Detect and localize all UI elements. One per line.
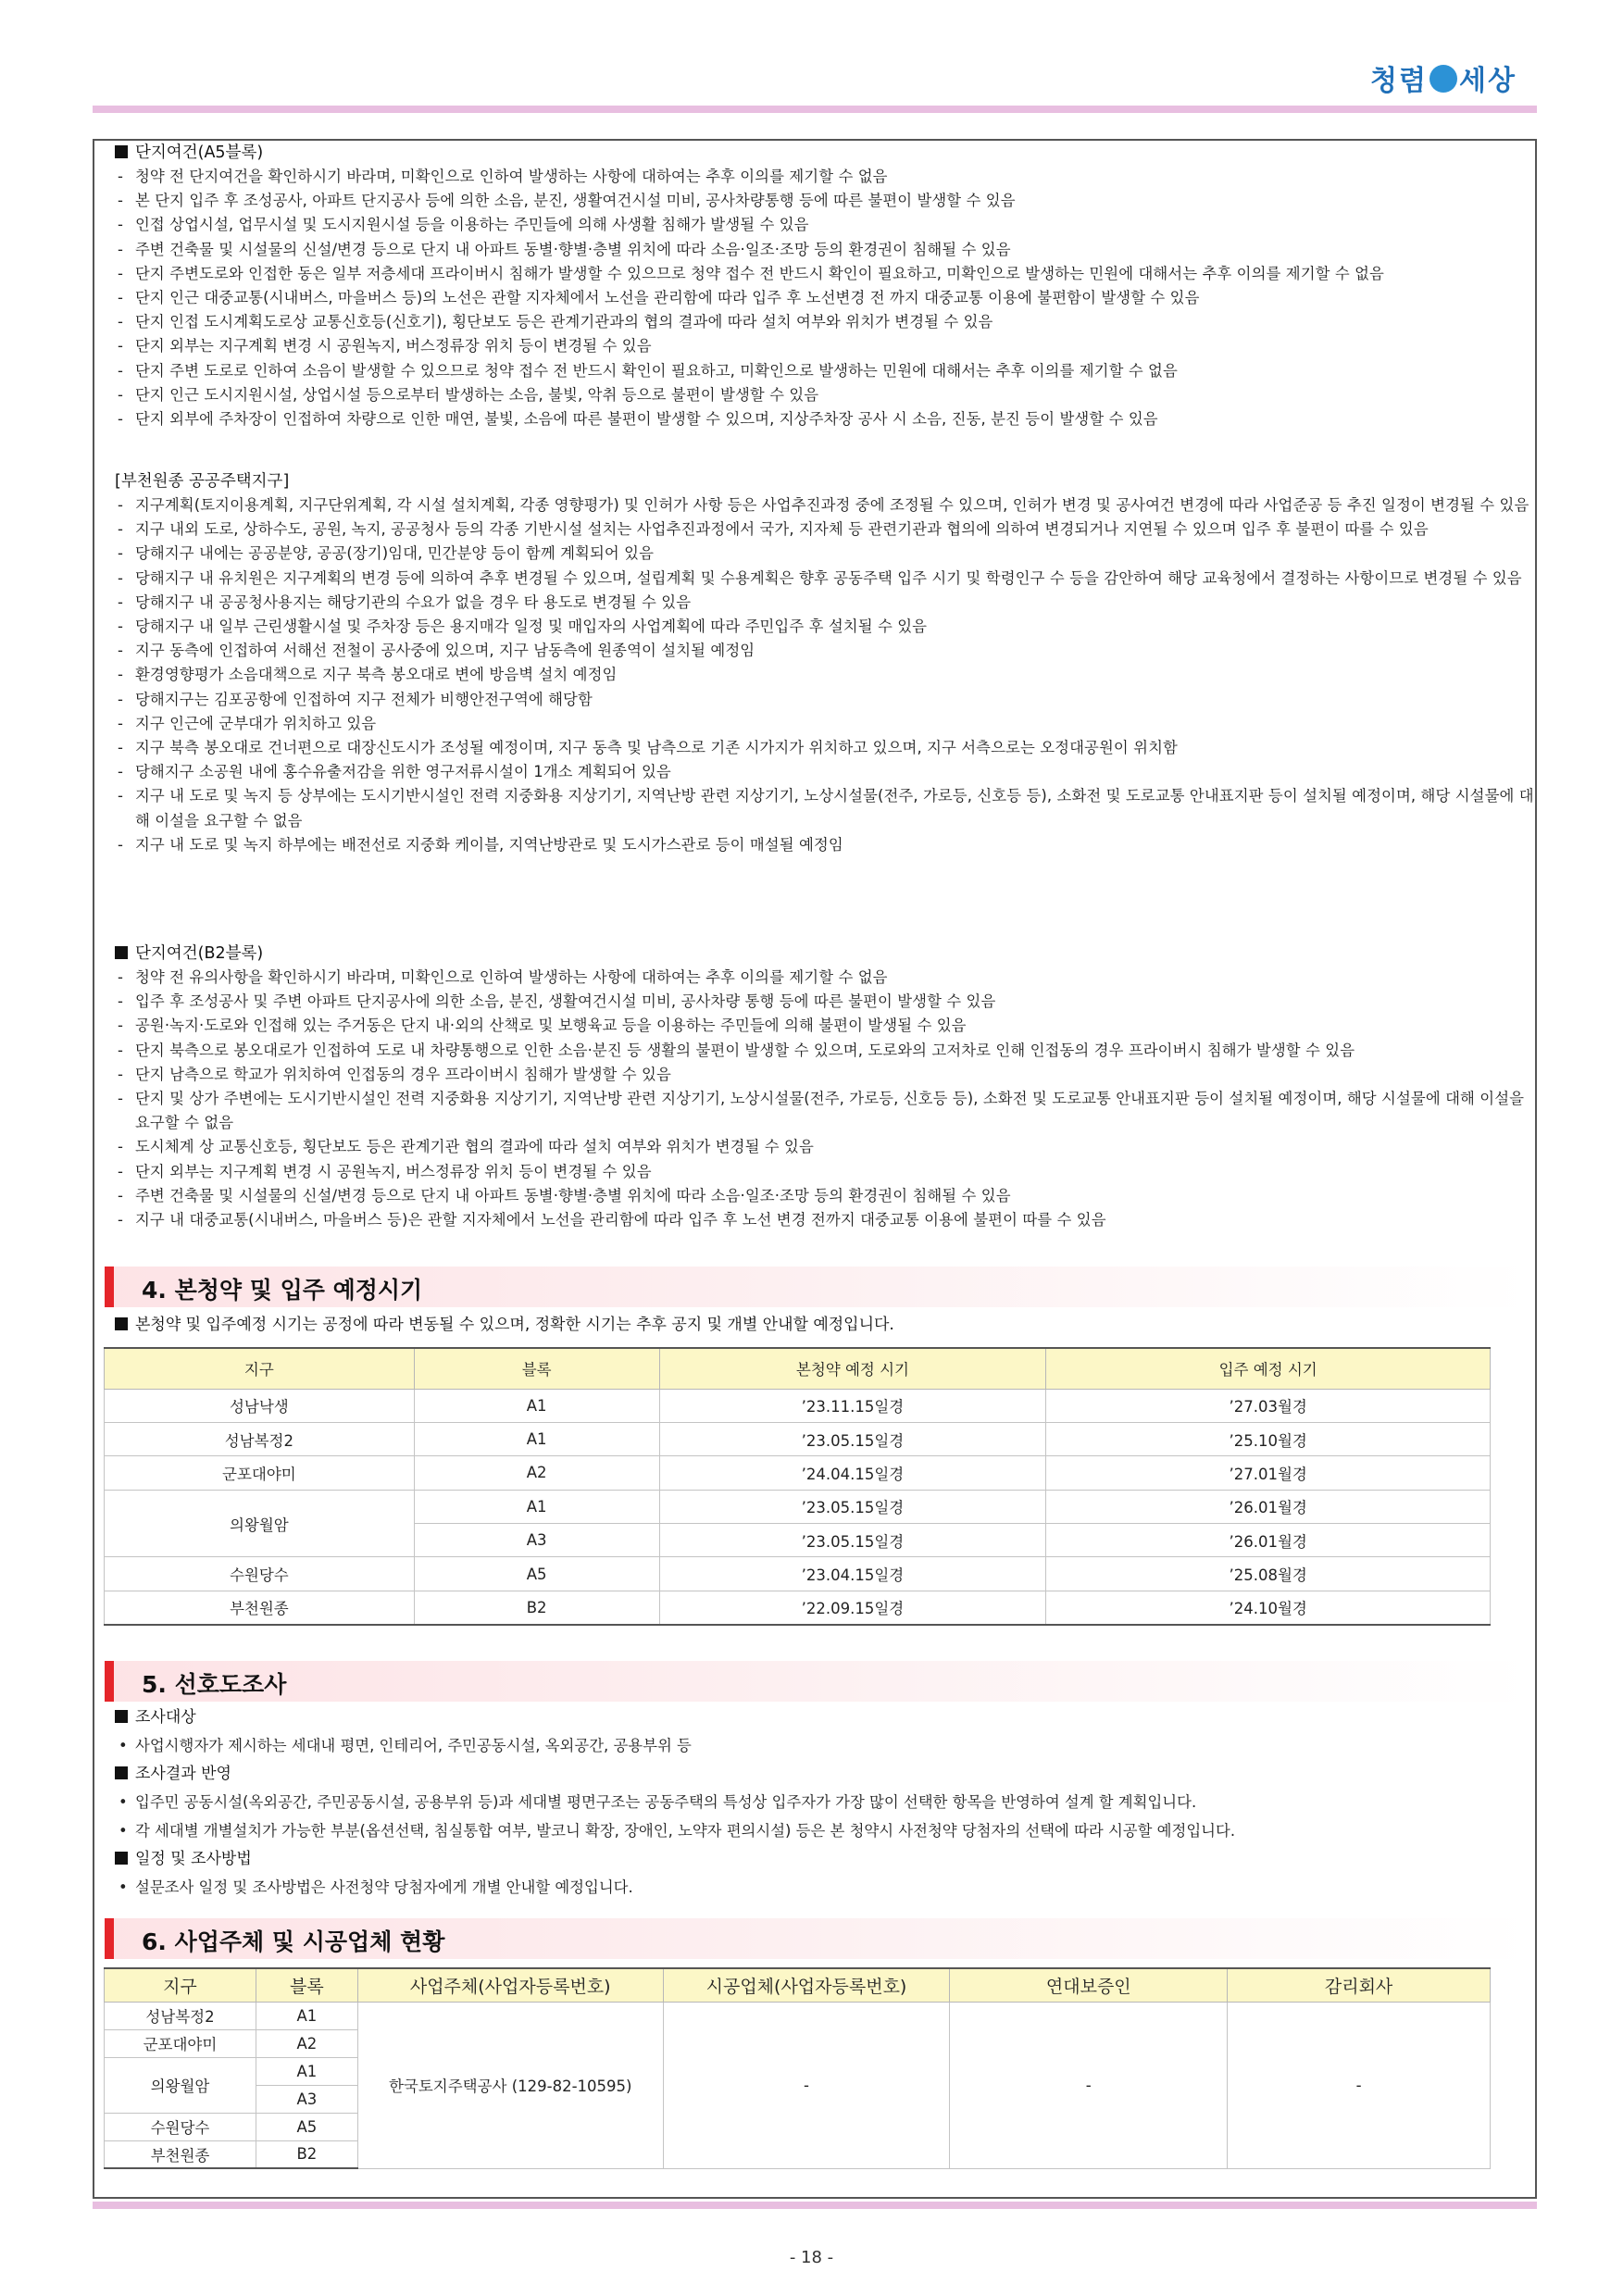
cell-block: A3	[414, 1524, 659, 1557]
list-item: - 단지 인접 도시계획도로상 교통신호등(신호기), 횡단보도 등은 관계기관과의 협의 결과에 따라 설치 여부와 위치가 변경될 수 있음	[115, 310, 1541, 334]
section-6-title	[105, 1918, 1530, 1959]
cell-move-in: ’25.10월경	[1046, 1422, 1491, 1455]
b2-heading: 단지여건(B2블록)	[115, 942, 1541, 966]
list-item: - 단지 인근 도시지원시설, 상업시설 등으로부터 발생하는 소음, 불빛, 악취 등으로 불편이 발생할 수 있음	[115, 383, 1541, 407]
column-header: 감리회사	[1228, 1968, 1491, 2002]
list-item: - 지구 인근에 군부대가 위치하고 있음	[115, 712, 1541, 736]
table-row	[105, 2002, 1491, 2029]
list-item: - 환경영향평가 소음대책으로 지구 북측 봉오대로 변에 방음벽 설치 예정임	[115, 663, 1541, 687]
column-header: 지구	[105, 1968, 256, 2002]
list-item: - 도시체계 상 교통신호등, 횡단보도 등은 관계기관 협의 결과에 따라 설치 여부와 위치가 변경될 수 있음	[115, 1135, 1541, 1159]
section-4-note: 본청약 및 입주예정 시기는 공정에 따라 변동될 수 있으며, 정확한 시기는 추후 공지 및 개별 안내할 예정입니다.	[115, 1313, 894, 1337]
a5-list	[115, 165, 1541, 431]
cell-move-in: ’25.08월경	[1046, 1557, 1491, 1591]
header-divider	[93, 106, 1537, 113]
list-item: - 단지 외부에 주차장이 인접하여 차량으로 인한 매연, 불빛, 소음에 따른 불편이 발생할 수 있으며, 지상주차장 공사 시 소음, 진동, 분진 등이 발생할 수 있음	[115, 407, 1541, 431]
a5-conditions	[115, 141, 1541, 431]
square-bullet-icon	[115, 1852, 128, 1865]
section-4-title-text: 4. 본청약 및 입주 예정시기	[142, 1277, 423, 1304]
list-item: - 당해지구 소공원 내에 홍수유출저감을 위한 영구저류시설이 1개소 계획되어 있음	[115, 760, 1541, 784]
section-4-title	[105, 1267, 1530, 1307]
cell-district: 군포대야미	[105, 2029, 256, 2057]
column-header: 지구	[105, 1348, 415, 1389]
list-item: - 지구 내 대중교통(시내버스, 마을버스 등)은 관할 지자체에서 노선을 관리함에 따라 입주 후 노선 변경 전까지 대중교통 이용에 불편이 따를 수 있음	[115, 1208, 1541, 1232]
cell-district: 군포대야미	[105, 1456, 415, 1490]
cell-district: 수원당수	[105, 2113, 256, 2140]
cell-subscription: ’23.04.15일경	[659, 1557, 1046, 1591]
cell-block: A2	[414, 1456, 659, 1490]
survey-result-item: • 입주민 공동시설(옥외공간, 주민공동시설, 공용부위 등)과 세대별 평면구조는 공동주택의 특성상 입주자가 가장 많이 선택한 항목을 반영하여 설계 할 계획입니다.	[115, 1788, 1531, 1816]
footer-divider	[93, 2202, 1537, 2209]
cell-block: A1	[414, 1422, 659, 1455]
square-bullet-icon	[115, 145, 128, 158]
list-item: - 단지 외부는 지구계획 변경 시 공원녹지, 버스정류장 위치 등이 변경될 수 있음	[115, 1160, 1541, 1184]
square-bullet-icon	[115, 946, 128, 959]
list-item: - 단지 주변도로와 인접한 동은 일부 저층세대 프라이버시 침해가 발생할 수 있으므로 청약 접수 전 반드시 확인이 필요하고, 미확인으로 발생하는 민원에 대해서는 추후 이의를 제기할 수 없음	[115, 262, 1541, 286]
list-item: - 당해지구 내 공공청사용지는 해당기관의 수요가 없을 경우 타 용도로 변경될 수 있음	[115, 591, 1541, 615]
table-row	[105, 1389, 1491, 1422]
survey-method-heading: 일정 및 조사방법	[115, 1845, 1531, 1873]
square-bullet-icon	[115, 1710, 128, 1723]
b2-list	[115, 966, 1541, 1232]
list-item: - 단지 외부는 지구계획 변경 시 공원녹지, 버스정류장 위치 등이 변경될 수 있음	[115, 334, 1541, 358]
schedule-table	[104, 1347, 1491, 1626]
list-item: - 지구 내외 도로, 상하수도, 공원, 녹지, 공공청사 등의 각종 기반시설 설치는 사업추진과정에서 국가, 지자체 등 관련기관과 협의에 의하여 변경되거나 지연될 수 있으며 입주 후 불편이 따를 수 있음	[115, 518, 1541, 542]
title-accent	[105, 1267, 114, 1307]
cell-district: 부천원종	[105, 2140, 256, 2168]
list-item: - 인접 상업시설, 업무시설 및 도시지원시설 등을 이용하는 주민들에 의해 사생활 침해가 발생될 수 있음	[115, 213, 1541, 237]
cell-block: A1	[256, 2002, 357, 2029]
list-item: - 주변 건축물 및 시설물의 신설/변경 등으로 단지 내 아파트 동별·향별·층별 위치에 따라 소음·일조·조망 등의 환경권이 침해될 수 있음	[115, 1184, 1541, 1208]
cell-district: 의왕월암	[105, 1490, 415, 1557]
b2-conditions	[115, 942, 1541, 1232]
survey-result-item: • 각 세대별 개별설치가 가능한 부분(옵션선택, 침실통합 여부, 발코니 확장, 장애인, 노약자 편의시설) 등은 본 청약시 사전청약 당첨자의 선택에 따라 시공할 예정입니다.	[115, 1816, 1531, 1845]
cell-subscription: ’24.04.15일경	[659, 1456, 1046, 1490]
table-header-row	[105, 1968, 1491, 2002]
column-header: 사업주체(사업자등록번호)	[357, 1968, 663, 2002]
cell-district: 성남복정2	[105, 1422, 415, 1455]
section-5-title	[105, 1661, 1530, 1702]
cell-subscription: ’23.05.15일경	[659, 1422, 1046, 1455]
logo-globe-icon	[1429, 65, 1457, 93]
column-header: 블록	[414, 1348, 659, 1389]
list-item: - 주변 건축물 및 시설물의 신설/변경 등으로 단지 내 아파트 동별·향별·층별 위치에 따라 소음·일조·조망 등의 환경권이 침해될 수 있음	[115, 238, 1541, 262]
list-item: - 청약 전 유의사항을 확인하시기 바라며, 미확인으로 인하여 발생하는 사항에 대하여는 추후 이의를 제기할 수 없음	[115, 966, 1541, 990]
list-item: - 단지 및 상가 주변에는 도시기반시설인 전력 지중화용 지상기기, 지역난방 관련 지상기기, 노상시설물(전주, 가로등, 신호등 등), 소화전 및 도로교통 안내표지판 등이 설치될 예정이며, 해당 시설물에 대해 이설을 요구할 수 없음	[115, 1087, 1541, 1135]
cell-move-in: ’24.10월경	[1046, 1591, 1491, 1624]
list-item: - 지구계획(토지이용계획, 지구단위계획, 각 시설 설치계획, 각종 영향평가) 및 인허가 사항 등은 사업추진과정 중에 조정될 수 있으며, 인허가 변경 및 공사여건 변경에 따라 사업준공 등 추진 일정이 변경될 수 있음	[115, 493, 1541, 518]
survey-result-heading: 조사결과 반영	[115, 1760, 1531, 1788]
square-bullet-icon	[115, 1317, 128, 1330]
cell-business-entity: 한국토지주택공사 (129-82-10595)	[357, 2002, 663, 2168]
cell-block: A2	[256, 2029, 357, 2057]
cell-contractor: -	[663, 2002, 950, 2168]
table-row	[105, 1591, 1491, 1624]
list-item: - 당해지구 내에는 공공분양, 공공(장기)임대, 민간분양 등이 함께 계획되어 있음	[115, 542, 1541, 566]
cell-block: B2	[256, 2140, 357, 2168]
cell-block: A1	[414, 1389, 659, 1422]
business-entity-table	[104, 1967, 1491, 2169]
list-item: - 공원·녹지·도로와 인접해 있는 주거동은 단지 내·외의 산책로 및 보행육교 등을 이용하는 주민들에 의해 불편이 발생될 수 있음	[115, 1014, 1541, 1038]
square-bullet-icon	[115, 1766, 128, 1779]
list-item: - 지구 내 도로 및 녹지 등 상부에는 도시기반시설인 전력 지중화용 지상기기, 지역난방 관련 지상기기, 노상시설물(전주, 가로등, 신호등 등), 소화전 및 도로교통 안내표지판 등이 설치될 예정이며, 해당 시설물에 대해 이설을 요구할 수 없음	[115, 784, 1541, 832]
list-item: - 입주 후 조성공사 및 주변 아파트 단지공사에 의한 소음, 분진, 생활여건시설 미비, 공사차량 통행 등에 따른 불편이 발생할 수 있음	[115, 990, 1541, 1014]
list-item: - 당해지구 내 유치원은 지구계획의 변경 등에 의하여 추후 변경될 수 있으며, 설립계획 및 수용계획은 향후 공동주택 입주 시기 및 학령인구 수 등을 감안하여 해당 교육청에서 결정하는 사항이므로 변경될 수 있음	[115, 567, 1541, 591]
list-item: - 단지 남측으로 학교가 위치하여 인접동의 경우 프라이버시 침해가 발생할 수 있음	[115, 1063, 1541, 1087]
page-number: - 18 -	[789, 2248, 834, 2267]
column-header: 연대보증인	[950, 1968, 1228, 2002]
cell-subscription: ’23.11.15일경	[659, 1389, 1046, 1422]
list-item: - 지구 북측 봉오대로 건너편으로 대장신도시가 조성될 예정이며, 지구 동측 및 남측으로 기존 시가지가 위치하고 있으며, 지구 서측으로는 오정대공원이 위치함	[115, 736, 1541, 760]
cell-move-in: ’27.01월경	[1046, 1456, 1491, 1490]
list-item: - 단지 인근 대중교통(시내버스, 마을버스 등)의 노선은 관할 지자체에서 노선을 관리함에 따라 입주 후 노선변경 전 까지 대중교통 이용에 불편함이 발생할 수 있음	[115, 286, 1541, 310]
cell-district: 성남복정2	[105, 2002, 256, 2029]
logo: 청렴 세상	[1370, 65, 1517, 97]
list-item: - 당해지구 내 일부 근린생활시설 및 주차장 등은 용지매각 일정 및 매입자의 사업계획에 따라 주민입주 후 설치될 수 있음	[115, 615, 1541, 639]
table-row	[105, 1490, 1491, 1523]
list-item: - 본 단지 입주 후 조성공사, 아파트 단지공사 등에 의한 소음, 분진, 생활여건시설 미비, 공사차량통행 등에 따른 불편이 발생할 수 있음	[115, 189, 1541, 213]
list-item: - 당해지구는 김포공항에 인접하여 지구 전체가 비행안전구역에 해당함	[115, 688, 1541, 712]
cell-district: 성남낙생	[105, 1389, 415, 1422]
table-row	[105, 1422, 1491, 1455]
list-item: - 단지 북측으로 봉오대로가 인접하여 도로 내 차량통행으로 인한 소음·분진 등 생활의 불편이 발생할 수 있으며, 도로와의 고저차로 인해 인접동의 경우 프라이버시 침해가 발생할 수 있음	[115, 1039, 1541, 1063]
table-header-row	[105, 1348, 1491, 1389]
cell-block: A5	[414, 1557, 659, 1591]
column-header: 본청약 예정 시기	[659, 1348, 1046, 1389]
cell-block: A1	[414, 1490, 659, 1523]
list-item: - 단지 주변 도로로 인하여 소음이 발생할 수 있으므로 청약 접수 전 반드시 확인이 필요하고, 미확인으로 발생하는 민원에 대해서는 추후 이의를 제기할 수 없음	[115, 359, 1541, 383]
cell-district: 부천원종	[105, 1591, 415, 1624]
title-accent	[105, 1661, 114, 1702]
cell-subscription: ’22.09.15일경	[659, 1591, 1046, 1624]
table-row	[105, 1557, 1491, 1591]
cell-subscription: ’23.05.15일경	[659, 1490, 1046, 1523]
bucheon-heading: [부천원종 공공주택지구]	[115, 472, 290, 491]
column-header: 시공업체(사업자등록번호)	[663, 1968, 950, 2002]
cell-subscription: ’23.05.15일경	[659, 1524, 1046, 1557]
list-item: - 지구 내 도로 및 녹지 하부에는 배전선로 지중화 케이블, 지역난방관로 및 도시가스관로 등이 매설될 예정임	[115, 833, 1541, 857]
survey-target-heading: 조사대상	[115, 1703, 1531, 1731]
cell-move-in: ’26.01월경	[1046, 1524, 1491, 1557]
preference-survey	[115, 1703, 1531, 1902]
cell-district: 수원당수	[105, 1557, 415, 1591]
section-6-title-text: 6. 사업주체 및 시공업체 현황	[142, 1928, 445, 1955]
list-item: - 청약 전 단지여건을 확인하시기 바라며, 미확인으로 인하여 발생하는 사항에 대하여는 추후 이의를 제기할 수 없음	[115, 165, 1541, 189]
cell-district: 의왕월암	[105, 2057, 256, 2113]
bucheon-district-notes	[115, 469, 1541, 857]
column-header: 입주 예정 시기	[1046, 1348, 1491, 1389]
survey-method-item: • 설문조사 일정 및 조사방법은 사전청약 당첨자에게 개별 안내할 예정입니다.	[115, 1873, 1531, 1902]
table-row	[105, 1456, 1491, 1490]
column-header: 블록	[256, 1968, 357, 2002]
cell-block: B2	[414, 1591, 659, 1624]
a5-heading: 단지여건(A5블록)	[115, 141, 1541, 165]
bucheon-list	[115, 493, 1541, 857]
survey-target-item: • 사업시행자가 제시하는 세대내 평면, 인테리어, 주민공동시설, 옥외공간, 공용부위 등	[115, 1731, 1531, 1760]
list-item: - 지구 동측에 인접하여 서해선 전철이 공사중에 있으며, 지구 남동측에 원종역이 설치될 예정임	[115, 639, 1541, 663]
cell-guarantor: -	[950, 2002, 1228, 2168]
cell-block: A5	[256, 2113, 357, 2140]
cell-move-in: ’26.01월경	[1046, 1490, 1491, 1523]
section-5-title-text: 5. 선호도조사	[142, 1671, 287, 1698]
title-accent	[105, 1918, 114, 1959]
cell-supervisor: -	[1228, 2002, 1491, 2168]
cell-move-in: ’27.03월경	[1046, 1389, 1491, 1422]
cell-block: A3	[256, 2085, 357, 2113]
cell-block: A1	[256, 2057, 357, 2085]
